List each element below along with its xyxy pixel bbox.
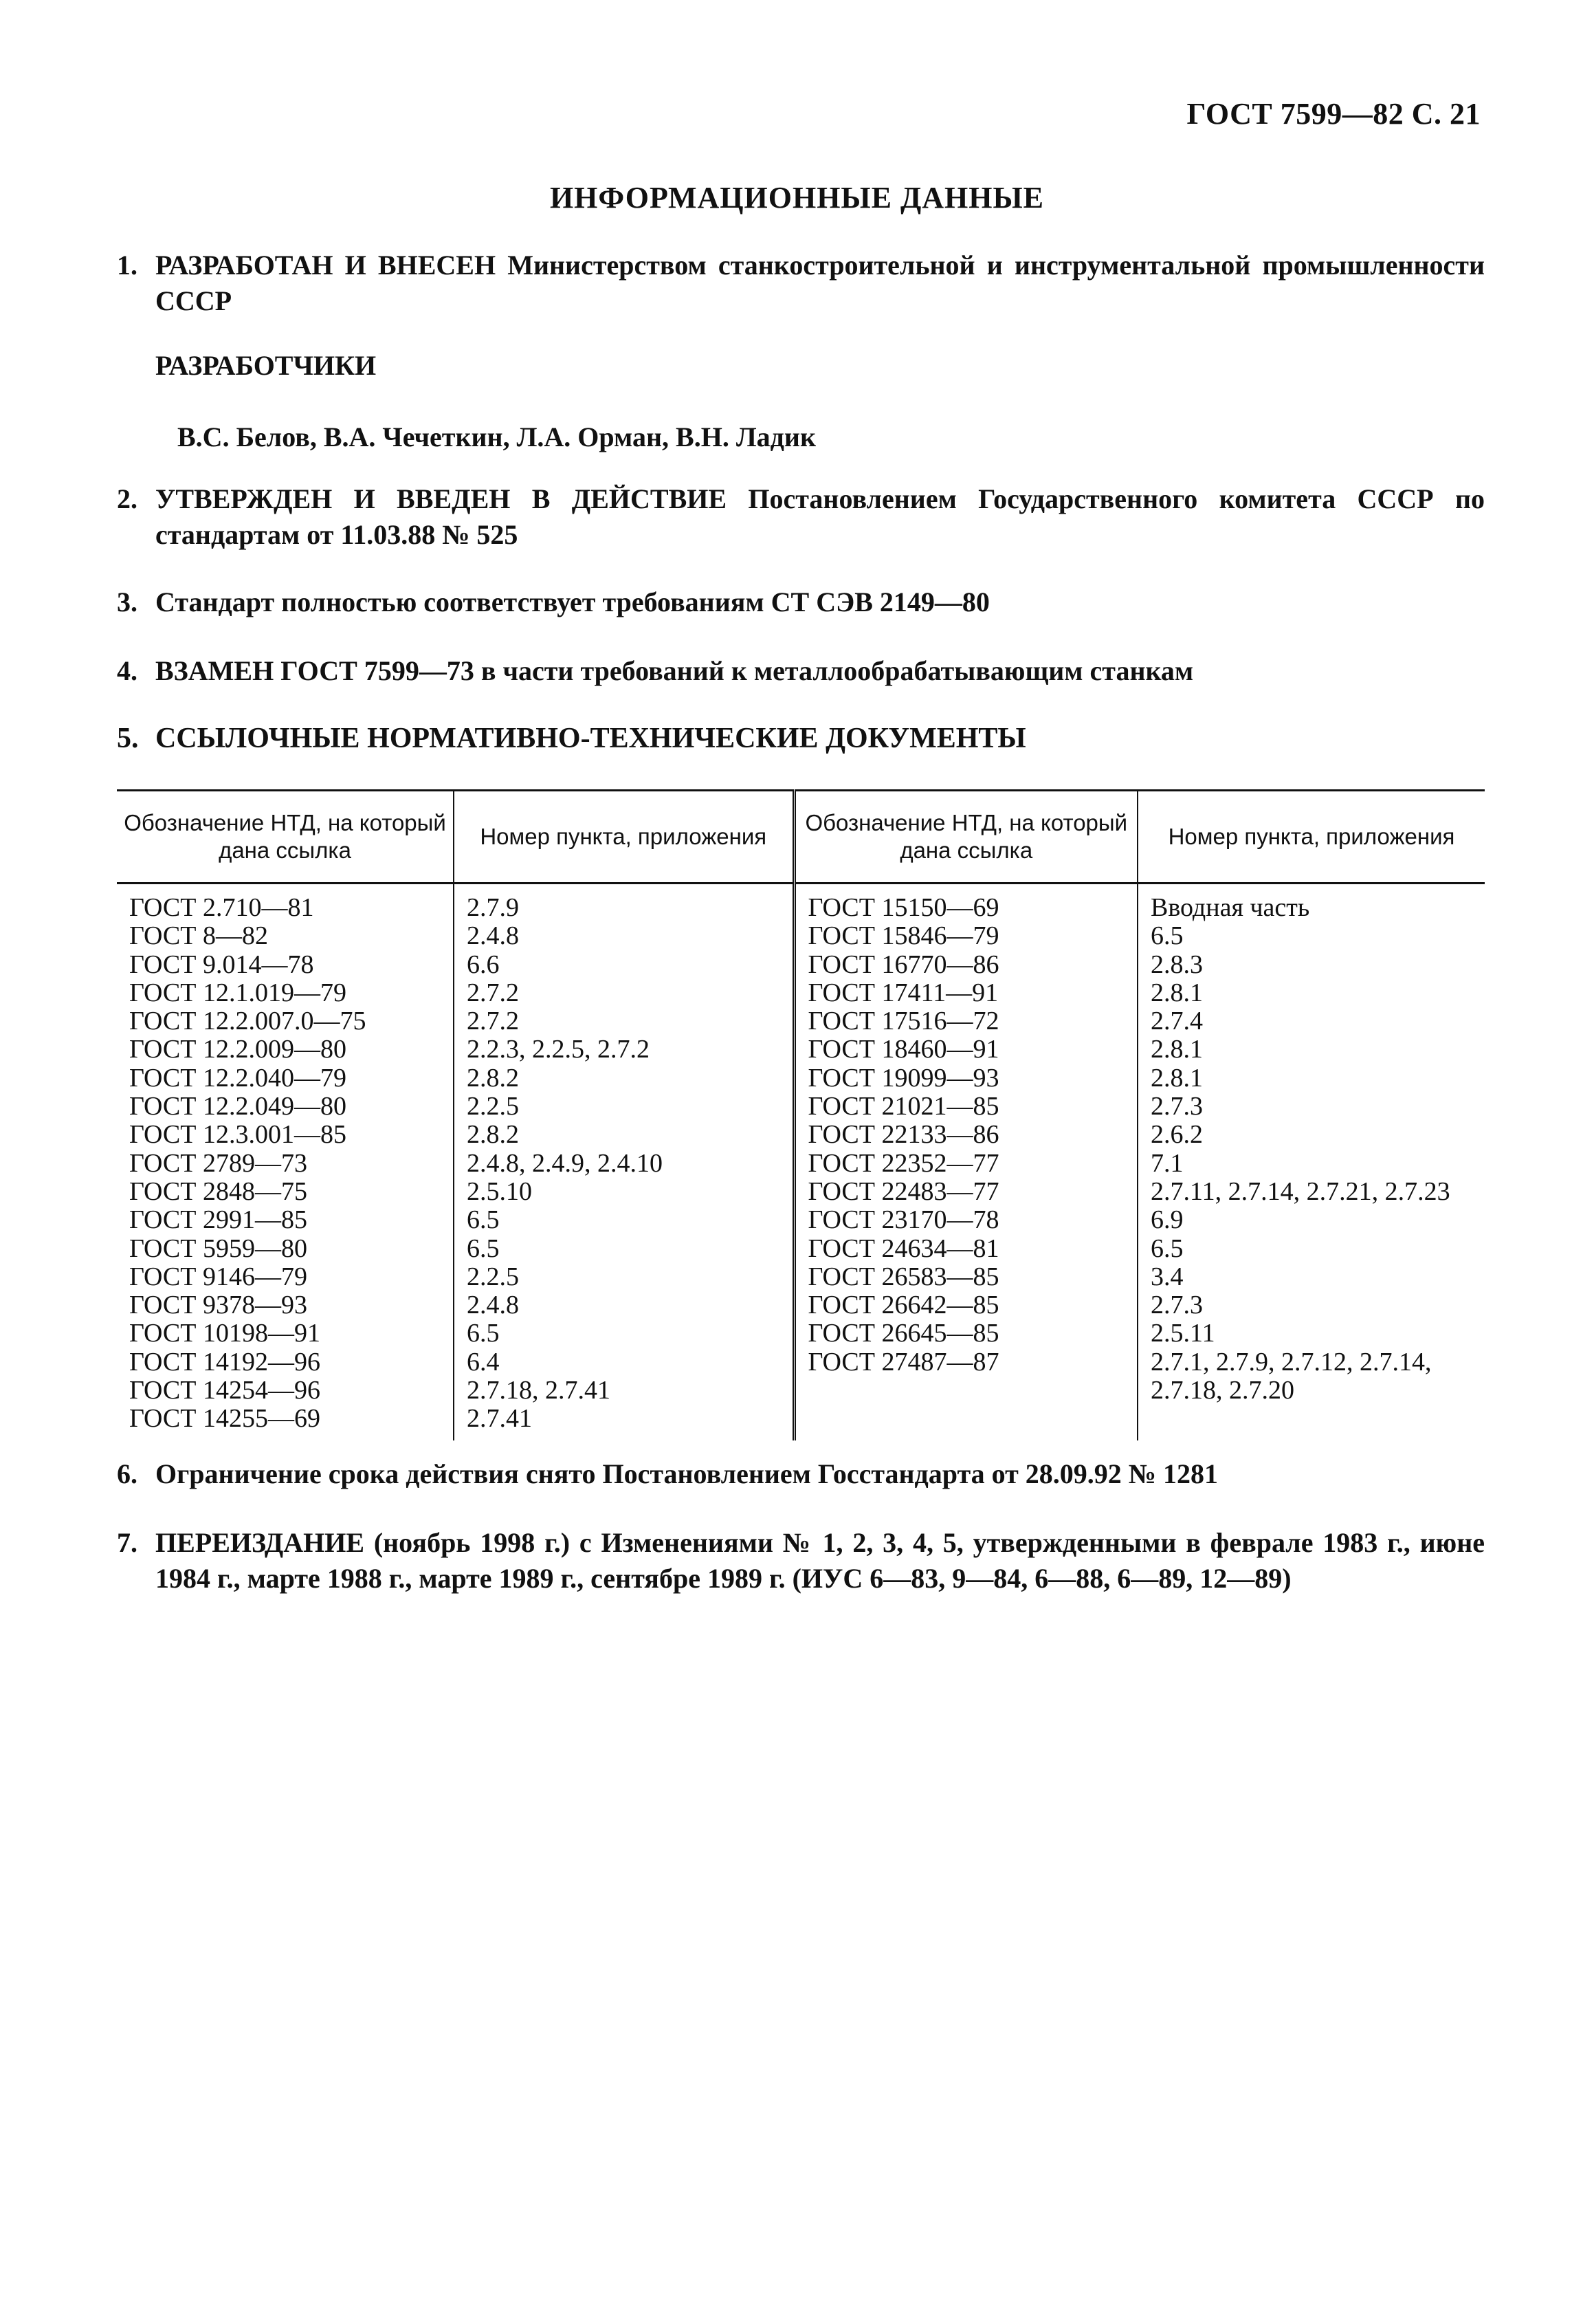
item-text: ПЕРЕИЗДАНИЕ (ноябрь 1998 г.) с Изменениями № 1, 2, 3, 4, 5, утвержденными в феврале 1983 г., июне 1984 г., марте 1988 г., марте 1989 г., сентябре 1989 г. (ИУС 6—83, 9—84, 6—88, 6—89, 12—89) bbox=[155, 1527, 1485, 1594]
table-cell-clause: 2.2.5 bbox=[467, 1092, 519, 1121]
table-cell-ntd: ГОСТ 14254—96 bbox=[129, 1376, 320, 1405]
table-cell-clause: 2.7.1, 2.7.9, 2.7.12, 2.7.14, bbox=[1151, 1347, 1432, 1377]
table-cell-ntd: ГОСТ 22133—86 bbox=[808, 1120, 999, 1150]
table-cell-ntd: ГОСТ 12.3.001—85 bbox=[129, 1120, 346, 1150]
table-cell-ntd: ГОСТ 27487—87 bbox=[808, 1347, 999, 1377]
table-cell-ntd: ГОСТ 21021—85 bbox=[808, 1092, 999, 1121]
table-cell-clause: 2.6.2 bbox=[1151, 1120, 1203, 1150]
table-cell-clause: 2.7.3 bbox=[1151, 1291, 1203, 1320]
table-cell-ntd: ГОСТ 14255—69 bbox=[129, 1404, 320, 1434]
table-cell-ntd: ГОСТ 16770—86 bbox=[808, 950, 999, 979]
table-cell-clause: 2.2.5 bbox=[467, 1262, 519, 1291]
info-item-6 bbox=[117, 1456, 1485, 1492]
table-cell-clause: 2.7.4 bbox=[1151, 1007, 1203, 1036]
table-cell-ntd: ГОСТ 15846—79 bbox=[808, 921, 999, 951]
table-cell-clause: 6.5 bbox=[1151, 1234, 1184, 1263]
table-column-clause-left bbox=[454, 884, 794, 1440]
info-item-1 bbox=[117, 248, 1485, 319]
table-cell-ntd: ГОСТ 12.2.009—80 bbox=[129, 1035, 346, 1064]
header-cell-ntd: Обозначение НТД, на который дана ссылка bbox=[794, 791, 1138, 884]
table-column-ntd-left bbox=[117, 884, 454, 1440]
table-cell-clause: 2.8.2 bbox=[467, 1063, 519, 1093]
table-cell-ntd: ГОСТ 24634—81 bbox=[808, 1234, 999, 1263]
table-cell-clause: 6.5 bbox=[1151, 921, 1184, 951]
table-cell-ntd: ГОСТ 17411—91 bbox=[808, 978, 999, 1007]
table-cell-ntd: ГОСТ 2789—73 bbox=[129, 1148, 307, 1178]
table-cell-ntd: ГОСТ 9378—93 bbox=[129, 1291, 307, 1320]
table-column-clause-right bbox=[1138, 884, 1485, 1440]
table-cell-ntd: ГОСТ 14192—96 bbox=[129, 1347, 320, 1377]
table-cell-ntd: ГОСТ 12.2.049—80 bbox=[129, 1092, 346, 1121]
table-cell-ntd: ГОСТ 17516—72 bbox=[808, 1007, 999, 1036]
table-cell-ntd: ГОСТ 15150—69 bbox=[808, 893, 999, 922]
table-cell-clause: 2.8.1 bbox=[1151, 978, 1203, 1007]
page-title: ИНФОРМАЦИОННЫЕ ДАННЫЕ bbox=[549, 181, 1045, 215]
table-cell-ntd: ГОСТ 26642—85 bbox=[808, 1291, 999, 1320]
table-cell-clause: 2.8.1 bbox=[1151, 1063, 1203, 1093]
item-text: РАЗРАБОТАН И ВНЕСЕН Министерством станкостроительной и инструментальной промышленности СССР bbox=[155, 250, 1485, 316]
table-cell-ntd: ГОСТ 26583—85 bbox=[808, 1262, 999, 1291]
table-cell-clause: 6.6 bbox=[467, 950, 500, 979]
table-cell-clause: 3.4 bbox=[1151, 1262, 1184, 1291]
item-text: ВЗАМЕН ГОСТ 7599—73 в части требований к металлообрабатывающим станкам bbox=[155, 655, 1194, 686]
item-number: 7. bbox=[117, 1527, 137, 1558]
info-item-2 bbox=[117, 481, 1485, 553]
table-cell-ntd: ГОСТ 9.014—78 bbox=[129, 950, 314, 979]
developers-heading: РАЗРАБОТЧИКИ bbox=[155, 350, 377, 381]
table-cell-clause: 2.7.18, 2.7.41 bbox=[467, 1376, 610, 1405]
table-cell-ntd: ГОСТ 18460—91 bbox=[808, 1035, 999, 1064]
item-number: 4. bbox=[117, 655, 137, 686]
table-cell-ntd: ГОСТ 12.1.019—79 bbox=[129, 978, 346, 1007]
table-cell-clause: 2.2.3, 2.2.5, 2.7.2 bbox=[467, 1035, 650, 1064]
table-cell-ntd: ГОСТ 10198—91 bbox=[129, 1319, 320, 1348]
table-cell-ntd: ГОСТ 19099—93 bbox=[808, 1063, 999, 1093]
table-cell-clause: 2.8.3 bbox=[1151, 950, 1203, 979]
reference-documents-table bbox=[117, 789, 1485, 1440]
table-cell-clause: 6.9 bbox=[1151, 1205, 1184, 1235]
info-item-5 bbox=[117, 721, 1485, 756]
table-cell-ntd: ГОСТ 23170—78 bbox=[808, 1205, 999, 1235]
item-text: ССЫЛОЧНЫЕ НОРМАТИВНО-ТЕХНИЧЕСКИЕ ДОКУМЕНТЫ bbox=[155, 723, 1026, 754]
table-cell-clause: 2.7.2 bbox=[467, 1007, 519, 1036]
table-cell-ntd: ГОСТ 12.2.007.0—75 bbox=[129, 1007, 366, 1036]
table-cell-ntd: ГОСТ 2991—85 bbox=[129, 1205, 307, 1235]
item-text: Ограничение срока действия снято Постановлением Госстандарта от 28.09.92 № 1281 bbox=[155, 1458, 1218, 1489]
table-cell-clause: 6.5 bbox=[467, 1205, 500, 1235]
header-cell-clause: Номер пункта, приложения bbox=[1138, 791, 1485, 884]
table-cell-clause: 6.5 bbox=[467, 1319, 500, 1348]
table-cell-clause: 6.5 bbox=[467, 1234, 500, 1263]
item-number: 6. bbox=[117, 1458, 137, 1489]
table-cell-clause: 6.4 bbox=[467, 1347, 500, 1377]
header-cell-clause: Номер пункта, приложения bbox=[454, 791, 794, 884]
table-column-ntd-right bbox=[794, 884, 1138, 1440]
table-cell-clause: 7.1 bbox=[1151, 1148, 1184, 1178]
table-cell-clause: 2.7.9 bbox=[467, 893, 519, 922]
table-cell-clause: Вводная часть bbox=[1151, 893, 1310, 922]
developers-list: В.С. Белов, В.А. Чечеткин, Л.А. Орман, В.Н. Ладик bbox=[177, 421, 816, 452]
table-cell-clause: 2.7.18, 2.7.20 bbox=[1151, 1376, 1294, 1405]
table-cell-ntd: ГОСТ 12.2.040—79 bbox=[129, 1063, 346, 1093]
table-cell-ntd: ГОСТ 5959—80 bbox=[129, 1234, 307, 1263]
table-cell-clause: 2.8.1 bbox=[1151, 1035, 1203, 1064]
table-cell-ntd: ГОСТ 2.710—81 bbox=[129, 893, 314, 922]
item-number: 1. bbox=[117, 250, 137, 281]
table-cell-clause: 2.7.11, 2.7.14, 2.7.21, 2.7.23 bbox=[1151, 1176, 1450, 1206]
item-number: 3. bbox=[117, 587, 137, 617]
item-text: Стандарт полностью соответствует требованиям СТ СЭВ 2149—80 bbox=[155, 587, 990, 617]
table-cell-ntd: ГОСТ 8—82 bbox=[129, 921, 268, 951]
table-cell-ntd: ГОСТ 26645—85 bbox=[808, 1319, 999, 1348]
table-cell-clause: 2.4.8 bbox=[467, 1291, 519, 1320]
table-cell-clause: 2.7.3 bbox=[1151, 1092, 1203, 1121]
info-item-4 bbox=[117, 653, 1485, 689]
table-cell-ntd: ГОСТ 2848—75 bbox=[129, 1176, 307, 1206]
info-item-3 bbox=[117, 584, 1485, 620]
table-cell-ntd: ГОСТ 22352—77 bbox=[808, 1148, 999, 1178]
table-cell-ntd: ГОСТ 22483—77 bbox=[808, 1176, 999, 1206]
header-cell-ntd: Обозначение НТД, на который дана ссылка bbox=[117, 791, 454, 884]
table-cell-clause: 2.7.41 bbox=[467, 1404, 532, 1434]
item-number: 2. bbox=[117, 483, 137, 514]
item-text: УТВЕРЖДЕН И ВВЕДЕН В ДЕЙСТВИЕ Постановлением Государственного комитета СССР по стандартам от 11.03.88 № 525 bbox=[155, 483, 1485, 550]
table-cell-ntd: ГОСТ 9146—79 bbox=[129, 1262, 307, 1291]
item-number: 5. bbox=[117, 723, 139, 754]
info-item-7 bbox=[117, 1525, 1485, 1597]
page-header: ГОСТ 7599—82 С. 21 bbox=[1186, 97, 1481, 131]
table-cell-clause: 2.7.2 bbox=[467, 978, 519, 1007]
table-cell-clause: 2.8.2 bbox=[467, 1120, 519, 1150]
table-cell-clause: 2.5.11 bbox=[1151, 1319, 1215, 1348]
table-cell-clause: 2.5.10 bbox=[467, 1176, 532, 1206]
table-cell-clause: 2.4.8, 2.4.9, 2.4.10 bbox=[467, 1148, 663, 1178]
table-cell-clause: 2.4.8 bbox=[467, 921, 519, 951]
